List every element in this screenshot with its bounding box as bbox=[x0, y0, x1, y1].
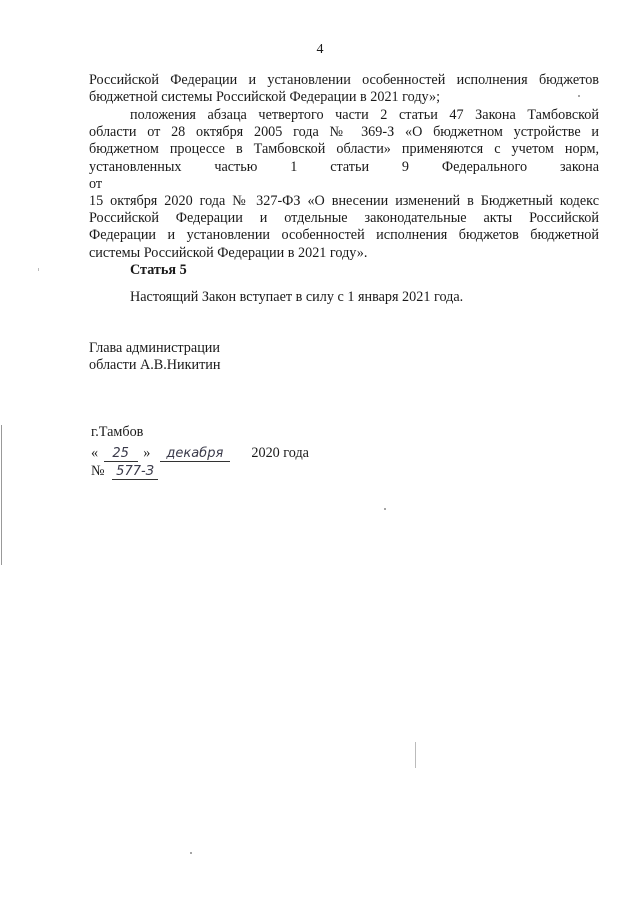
quote-open: « bbox=[91, 445, 99, 461]
signature-name: области А.В.Никитин bbox=[89, 357, 221, 373]
text-line: Федерации и установлении особенностей исполнения бюджетов бюджетной bbox=[89, 227, 599, 244]
scan-speck bbox=[38, 268, 39, 271]
place-of-signing: г.Тамбов bbox=[91, 424, 144, 440]
paragraph-provisions bbox=[89, 107, 599, 262]
scan-speck bbox=[578, 95, 580, 97]
law-number bbox=[91, 463, 158, 480]
paragraph-continuation bbox=[89, 72, 599, 106]
scan-speck bbox=[384, 508, 386, 510]
signature-block bbox=[89, 340, 220, 374]
text-line: системы Российской Федерации в 2021 году». bbox=[89, 244, 368, 261]
date-month: декабря bbox=[160, 447, 230, 462]
text-line: Российской Федерации и отдельные законодательные акты Российской bbox=[89, 210, 599, 227]
signing-date bbox=[91, 445, 309, 462]
text-line: положения абзаца четвертого части 2 статьи 47 Закона Тамбовской bbox=[130, 107, 599, 123]
text-line: 15 октября 2020 года № 327-ФЗ «О внесении изменений в Бюджетный кодекс bbox=[89, 193, 599, 210]
page-number: 4 bbox=[316, 42, 324, 57]
scan-speck bbox=[415, 742, 416, 768]
quote-close: » bbox=[143, 445, 151, 461]
text-line: области от 28 октября 2005 года № 369-З «О бюджетном устройстве и bbox=[89, 124, 599, 141]
date-year: 2020 года bbox=[251, 445, 309, 461]
number-sign: № bbox=[91, 463, 105, 479]
scan-speck bbox=[190, 852, 192, 854]
article-heading: Статья 5 bbox=[130, 262, 187, 278]
text-line: бюджетной системы Российской Федерации в 2021 году»; bbox=[89, 89, 441, 106]
scan-edge-mark bbox=[1, 425, 2, 565]
text-line: бюджетном процессе в Тамбовской области» применяются с учетом норм, bbox=[89, 141, 599, 158]
text-line: Российской Федерации и установлении особенностей исполнения бюджетов bbox=[89, 72, 599, 88]
text-line: установленных частью 1 статьи 9 Федерального закона от bbox=[89, 158, 599, 192]
article-text: Настоящий Закон вступает в силу с 1 января 2021 года. bbox=[130, 289, 464, 305]
signature-title: Глава администрации bbox=[89, 340, 220, 356]
law-number-value: 577-З bbox=[112, 465, 158, 480]
date-day: 25 bbox=[104, 447, 138, 462]
